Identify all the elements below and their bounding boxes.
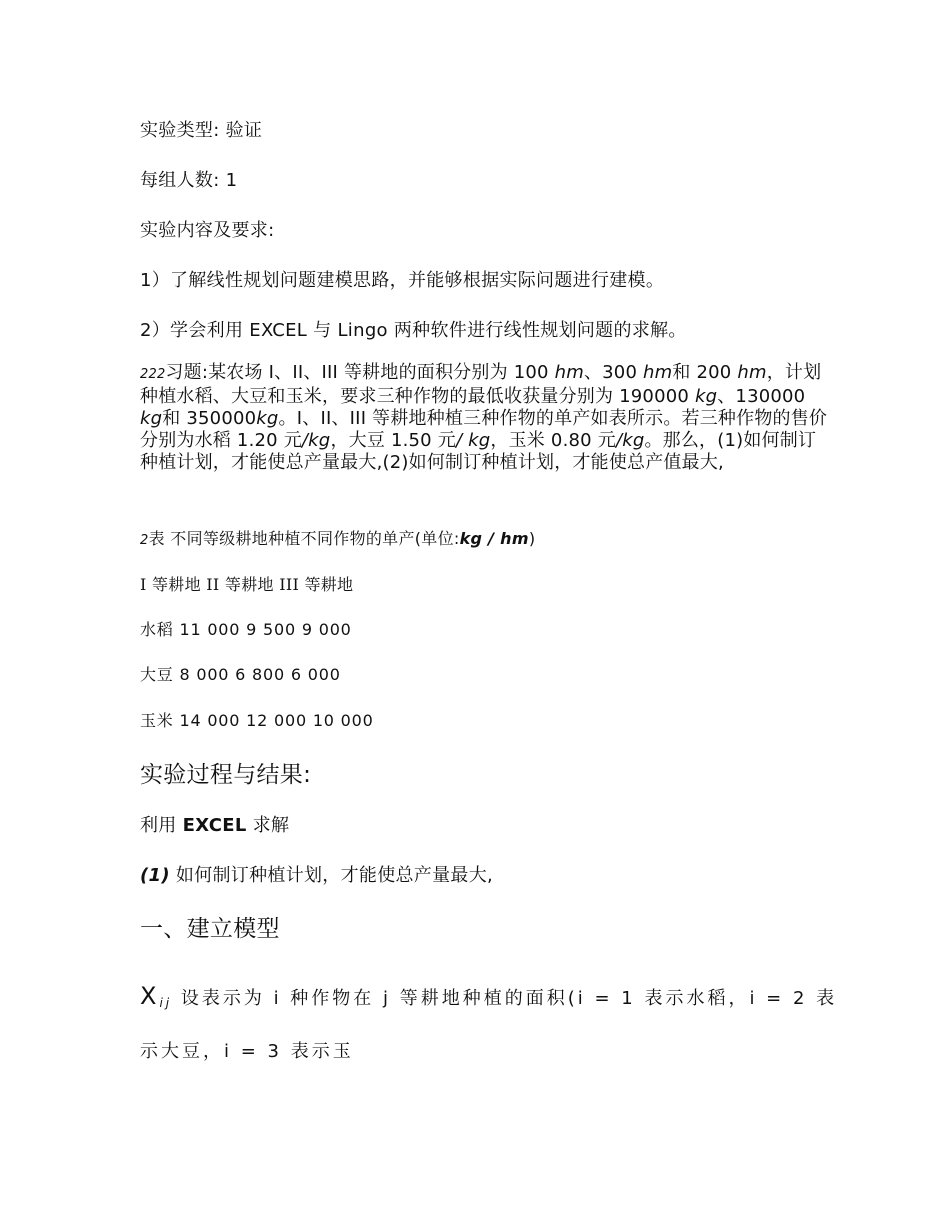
question-1: (1) 如何制订种植计划，才能使总产量最大,: [140, 865, 494, 886]
requirement-1: 1）了解线性规划问题建模思路，并能够根据实际问题进行建模。: [140, 270, 665, 291]
problem-statement: 222习题:某农场 I、II、III 等耕地的面积分别为 100 hm、300 hm和 200 hm，计划种植水稻、大豆和玉米，要求三种作物的最低收获量分别为 190000 kg、130000 kg和 350000kg。I、II、III 等耕地种植三种作物的单产如表所示。若三种作物的售价分别为水稻 1.20 元/kg，大豆 1.50 元/ kg，玉米 0.80 元/kg。那么，(1)如何制订种植计划，才能使总产量最大,(2)如何制订种植计划，才能使总产值最大,: [140, 362, 828, 473]
variable-definition-line-2: 示大豆，i = 3 表示玉: [140, 1041, 354, 1062]
process-heading: 实验过程与结果:: [140, 762, 312, 788]
excel-line: 利用 EXCEL 求解: [140, 815, 290, 836]
table-row: 水稻 11 000 9 500 9 000: [140, 620, 352, 639]
table-caption: 2表 不同等级耕地种植不同作物的单产(单位:kg / hm): [140, 529, 536, 548]
table-row: 大豆 8 000 6 800 6 000: [140, 665, 341, 684]
variable-definition-line-1: Xij 设表示为 i 种作物在 j 等耕地种植的面积(i = 1 表示水稻，i = 2 表: [140, 982, 838, 1010]
content-heading: 实验内容及要求:: [140, 220, 275, 241]
problem-prefix: 222: [140, 367, 166, 382]
model-heading: 一、建立模型: [140, 916, 280, 942]
requirement-2: 2）学会利用 EXCEL 与 Lingo 两种软件进行线性规划问题的求解。: [140, 320, 687, 341]
experiment-type: 实验类型: 验证: [140, 120, 263, 141]
group-size: 每组人数: 1: [140, 170, 238, 191]
table-header-row: I 等耕地 II 等耕地 III 等耕地: [140, 575, 354, 594]
table-row: 玉米 14 000 12 000 10 000: [140, 711, 374, 730]
